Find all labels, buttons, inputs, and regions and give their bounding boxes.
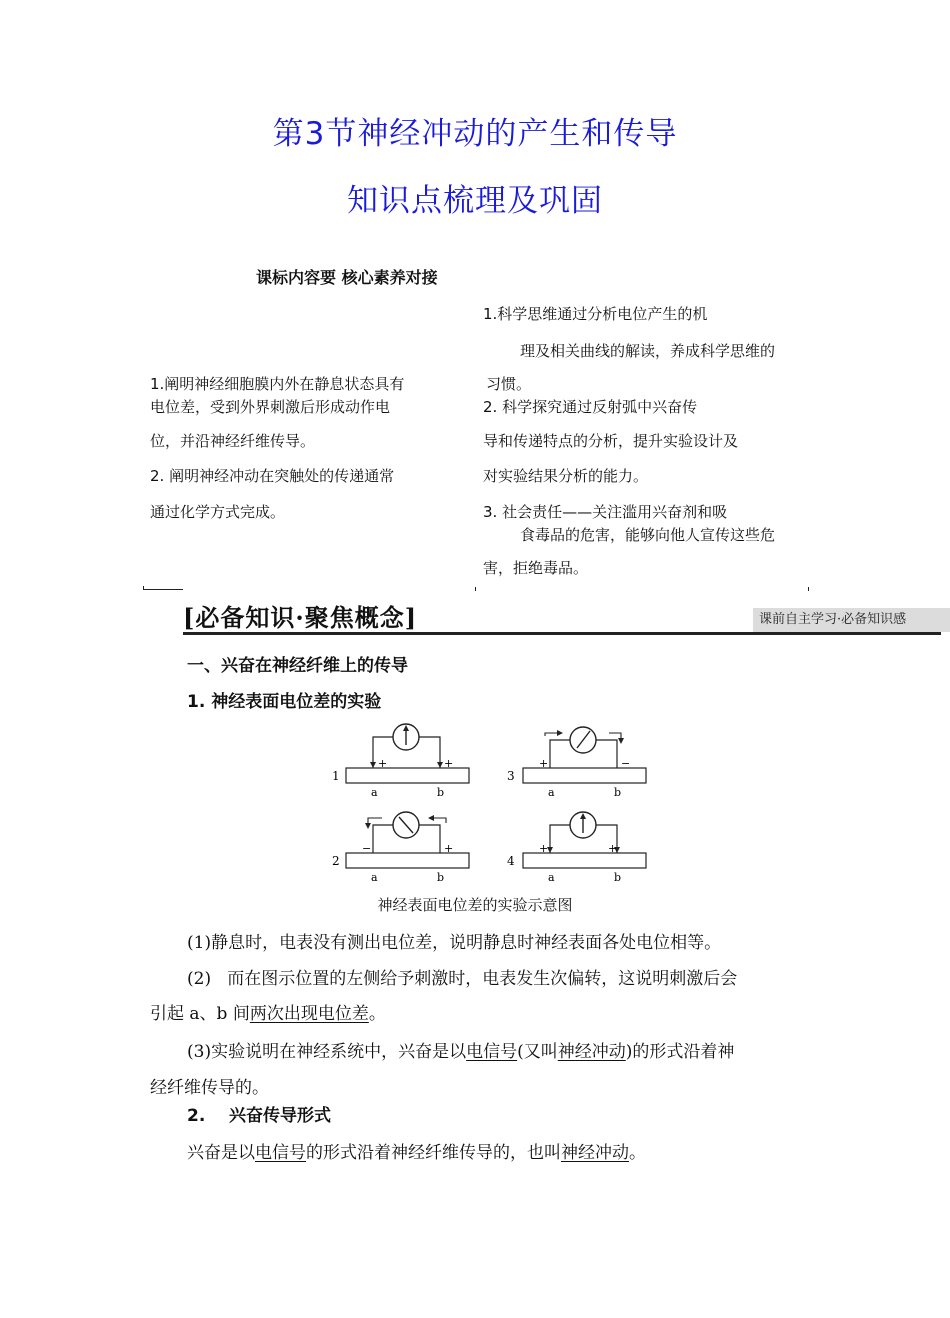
label-a: a [548,871,555,884]
panel-number: 1 [332,769,340,783]
right-line-4: 2. 科学探究通过反射弧中兴奋传 [483,398,698,416]
right-line-6: 对实验结果分析的能力。 [483,467,649,485]
text-span: 的形式沿着神经纤维传导的，也叫 [306,1143,561,1163]
paragraph-2-line-2 [150,999,386,1024]
text-span: 。 [368,1004,386,1024]
text-span: 。 [629,1143,646,1163]
text-span: )的形式沿着神 [625,1042,735,1062]
nerve-fiber [346,853,469,868]
right-line-2: 理及相关曲线的解读，养成科学思维的 [520,342,776,360]
left-line-5: 通过化学方式完成。 [150,503,286,521]
panel-3 [507,727,646,799]
label-b: b [437,871,445,884]
right-sign: + [608,842,618,855]
right-line-3: 习惯。 [486,375,532,393]
paragraph-3-line-2: 经纤维传导的。 [150,1078,269,1098]
underlined-answer: 电信号 [466,1042,518,1062]
label-b: b [614,871,622,884]
left-sign: + [539,757,549,770]
section-heading: 一、兴奋在神经纤维上的传导 [187,656,408,676]
banner-rule [183,632,941,635]
page-title: 第3节神经冲动的产生和传导 [272,116,678,152]
subsection-heading-2: 2. 兴奋传导形式 [187,1106,331,1126]
right-line-9: 害，拒绝毒品。 [483,559,589,577]
figure-caption: 神经表面电位差的实验示意图 [377,896,573,914]
panel-number: 4 [507,854,515,868]
left-line-4: 2. 阐明神经冲动在突触处的传递通常 [150,467,395,485]
table-header: 课标内容要 核心素养对接 [256,268,438,287]
right-sign: + [444,842,454,855]
experiment-figure [330,720,660,890]
text-span: 兴奋是以 [187,1143,255,1163]
paragraph-3-line-1 [187,1037,734,1062]
left-sign: + [539,842,549,855]
underlined-answer: 神经冲动 [557,1042,626,1062]
left-line-2: 电位差，受到外界刺激后形成动作电 [150,398,391,416]
text-span: (又叫 [517,1042,558,1062]
underlined-answer: 电信号 [255,1143,306,1163]
section-banner: [必备知识·聚焦概念] [183,603,418,632]
left-sign: + [378,757,388,770]
paragraph-2-line-1: (2) 而在图示位置的左侧给予刺激时，电表发生次偏转，这说明刺激后会 [187,969,738,989]
right-line-5: 导和传递特点的分析，提升实验设计及 [483,432,739,450]
label-a: a [371,871,378,884]
paragraph-4 [187,1138,646,1163]
nerve-fiber [346,768,469,783]
label-a: a [371,786,378,799]
text-span: (3)实验说明在神经系统中，兴奋是以 [187,1042,467,1062]
page-subtitle: 知识点梳理及巩固 [347,183,603,219]
label-a: a [548,786,555,799]
nerve-fiber [523,853,646,868]
right-sign: − [621,757,631,770]
right-line-7: 3. 社会责任——关注滥用兴奋剂和吸 [483,503,728,521]
panel-number: 3 [507,769,515,783]
table-rule-tick [143,586,144,590]
paragraph-1: (1)静息时，电表没有测出电位差，说明静息时神经表面各处电位相等。 [187,933,722,953]
underlined-answer: 两次出现电位差 [249,1004,369,1024]
banner-tag: 课前自主学习·必备知识感 [753,608,950,632]
left-line-3: 位，并沿神经纤维传导。 [150,432,316,450]
right-line-8: 食毒品的危害，能够向他人宣传这些危 [520,526,776,544]
table-rule-fragment [143,589,183,590]
subsection-heading-1: 1. 神经表面电位差的实验 [187,692,382,712]
underlined-answer: 神经冲动 [561,1143,629,1163]
panel-2 [332,812,469,884]
table-rule-tick [808,587,809,591]
right-line-1: 1.科学思维通过分析电位产生的机 [483,305,708,323]
left-line-1: 1.阐明神经细胞膜内外在静息状态具有 [150,375,405,393]
table-rule-tick [475,587,476,591]
label-b: b [614,786,622,799]
label-b: b [437,786,445,799]
panel-4 [507,812,646,884]
left-sign: − [362,842,372,855]
panel-number: 2 [332,854,340,868]
text-span: 引起 a、b 间 [150,1004,250,1024]
right-sign: + [444,757,454,770]
nerve-fiber [523,768,646,783]
panel-1 [332,724,469,799]
